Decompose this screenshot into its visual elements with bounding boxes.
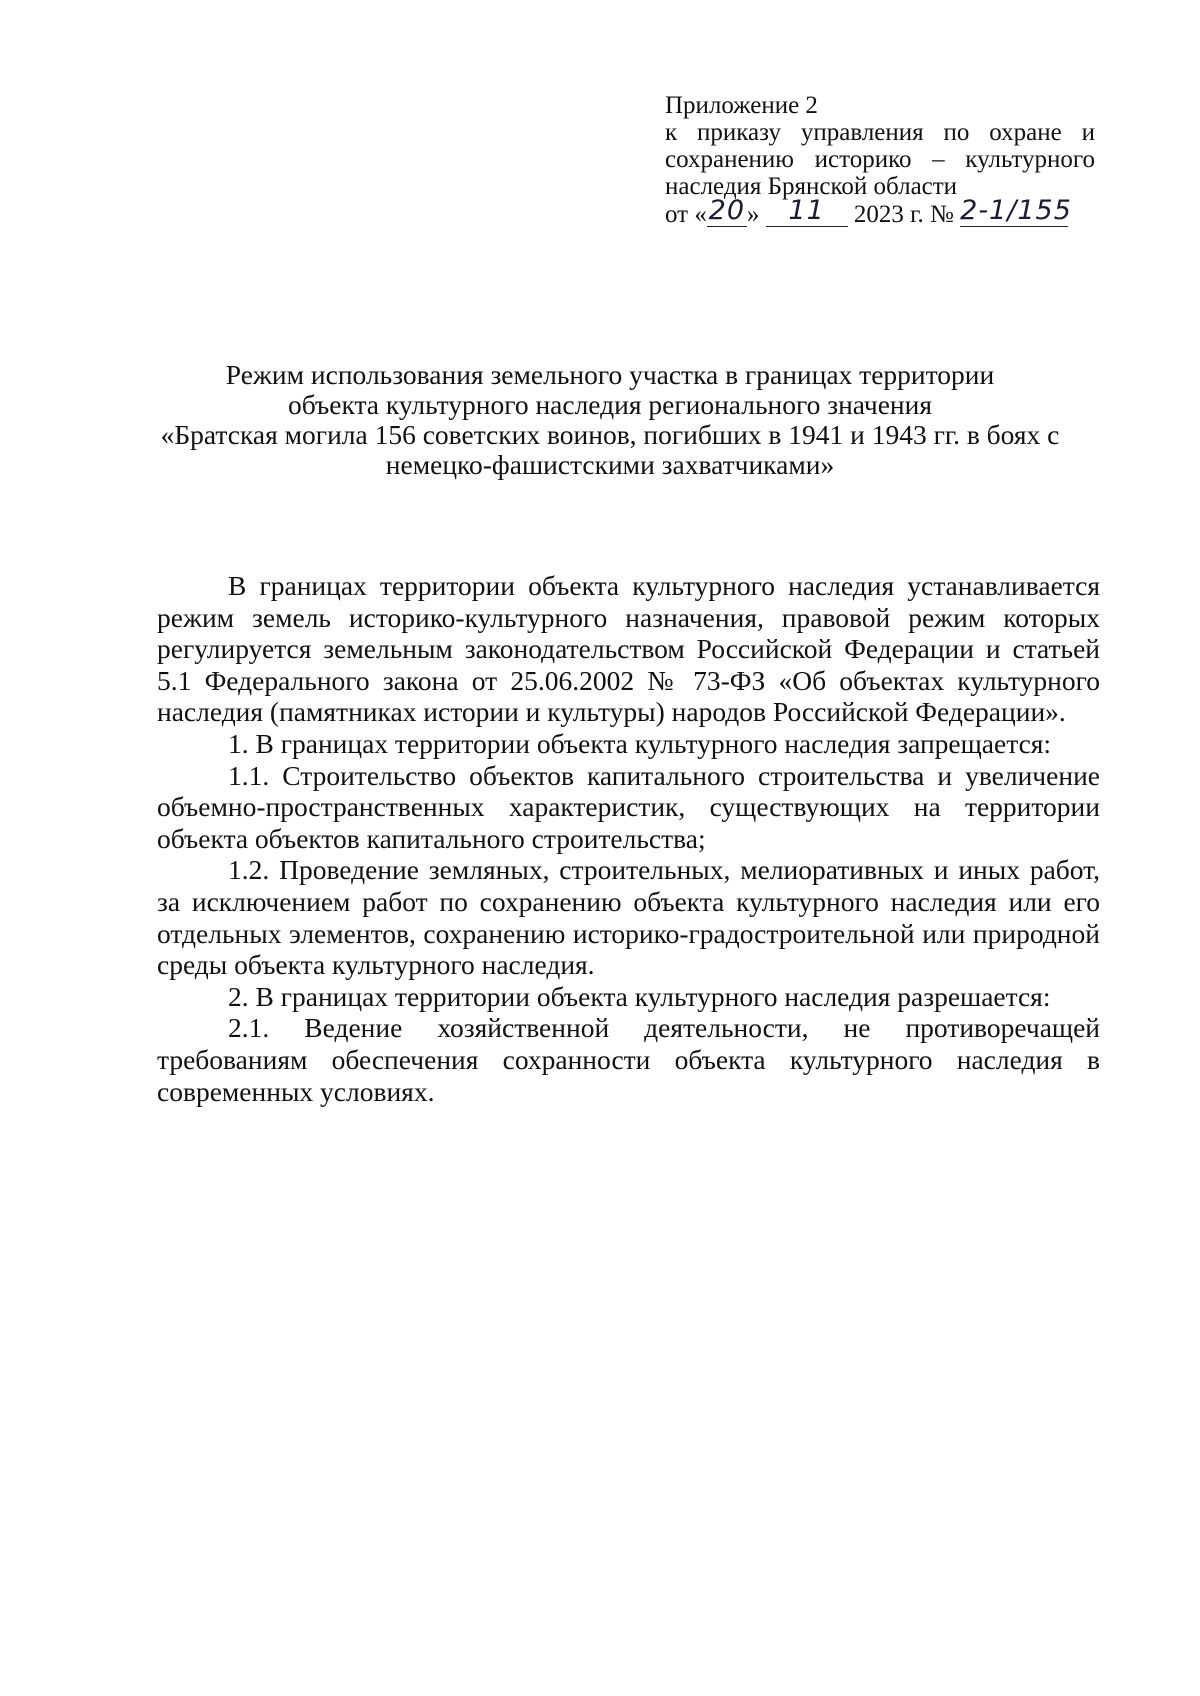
day-blank [707,195,747,227]
document-title [150,360,1070,480]
paragraph-1-1: 1.1. Строительство объектов капитального строительства и увеличение объемно-пространственных характеристик, существующих на территории объекта объектов капитального строительства; [157,759,1100,854]
handwritten-number: 2-1/155 [960,195,1072,226]
month-blank [766,195,848,227]
appendix-department-line: сохранению историко – культурного [665,146,1095,173]
handwritten-month: 11 [788,195,825,226]
number-blank [960,195,1072,227]
appendix-header [665,92,1095,228]
title-line-1: Режим использования земельного участка в границах территории [225,359,995,390]
intro-paragraph: В границах территории объекта культурного наследия устанавливается режим земель историко-культурного назначения, правовой режим которых регулируется земельным законодательством Российской Федерации и статьей 5.1 Федерального закона от 25.06.2002 № 73-ФЗ «Об объектах культурного наследия (памятниках истории и культуры) народов Российской Федерации». [157,570,1100,728]
title-line-4: немецко-фашистскими захватчиками» [385,449,835,480]
appendix-title: Приложение 2 [665,92,818,119]
paragraph-2-1: 2.1. Ведение хозяйственной деятельности, не противоречащей требованиям обеспечения сохранности объекта культурного наследия в современных условиях. [157,1012,1100,1107]
appendix-order-line: к приказу управления по охране и [665,119,1095,146]
date-quote-close: » [746,201,760,228]
title-line-3: «Братская могила 156 советских воинов, погибших в 1941 и 1943 гг. в боях с [160,419,1060,450]
paragraph-2: 2. В границах территории объекта культурного наследия разрешается: [228,980,1051,1012]
handwritten-day: 20 [708,195,746,226]
appendix-region-line: наследия Брянской области [665,173,958,200]
year-and-number-label: 2023 г. № [853,201,954,228]
appendix-date-line [665,195,1095,228]
paragraph-1-2: 1.2. Проведение земляных, строительных, мелиоративных и иных работ, за исключением работ по сохранению объекта культурного наследия или его отдельных элементов, сохранению историко-градостроительной или природной среды объекта культурного наследия. [157,854,1100,981]
date-prefix: от « [665,201,707,228]
document-body [157,570,1100,1107]
title-line-2: объекта культурного наследия регионального значения [287,389,933,420]
paragraph-1: 1. В границах территории объекта культурного наследия запрещается: [228,727,1052,759]
